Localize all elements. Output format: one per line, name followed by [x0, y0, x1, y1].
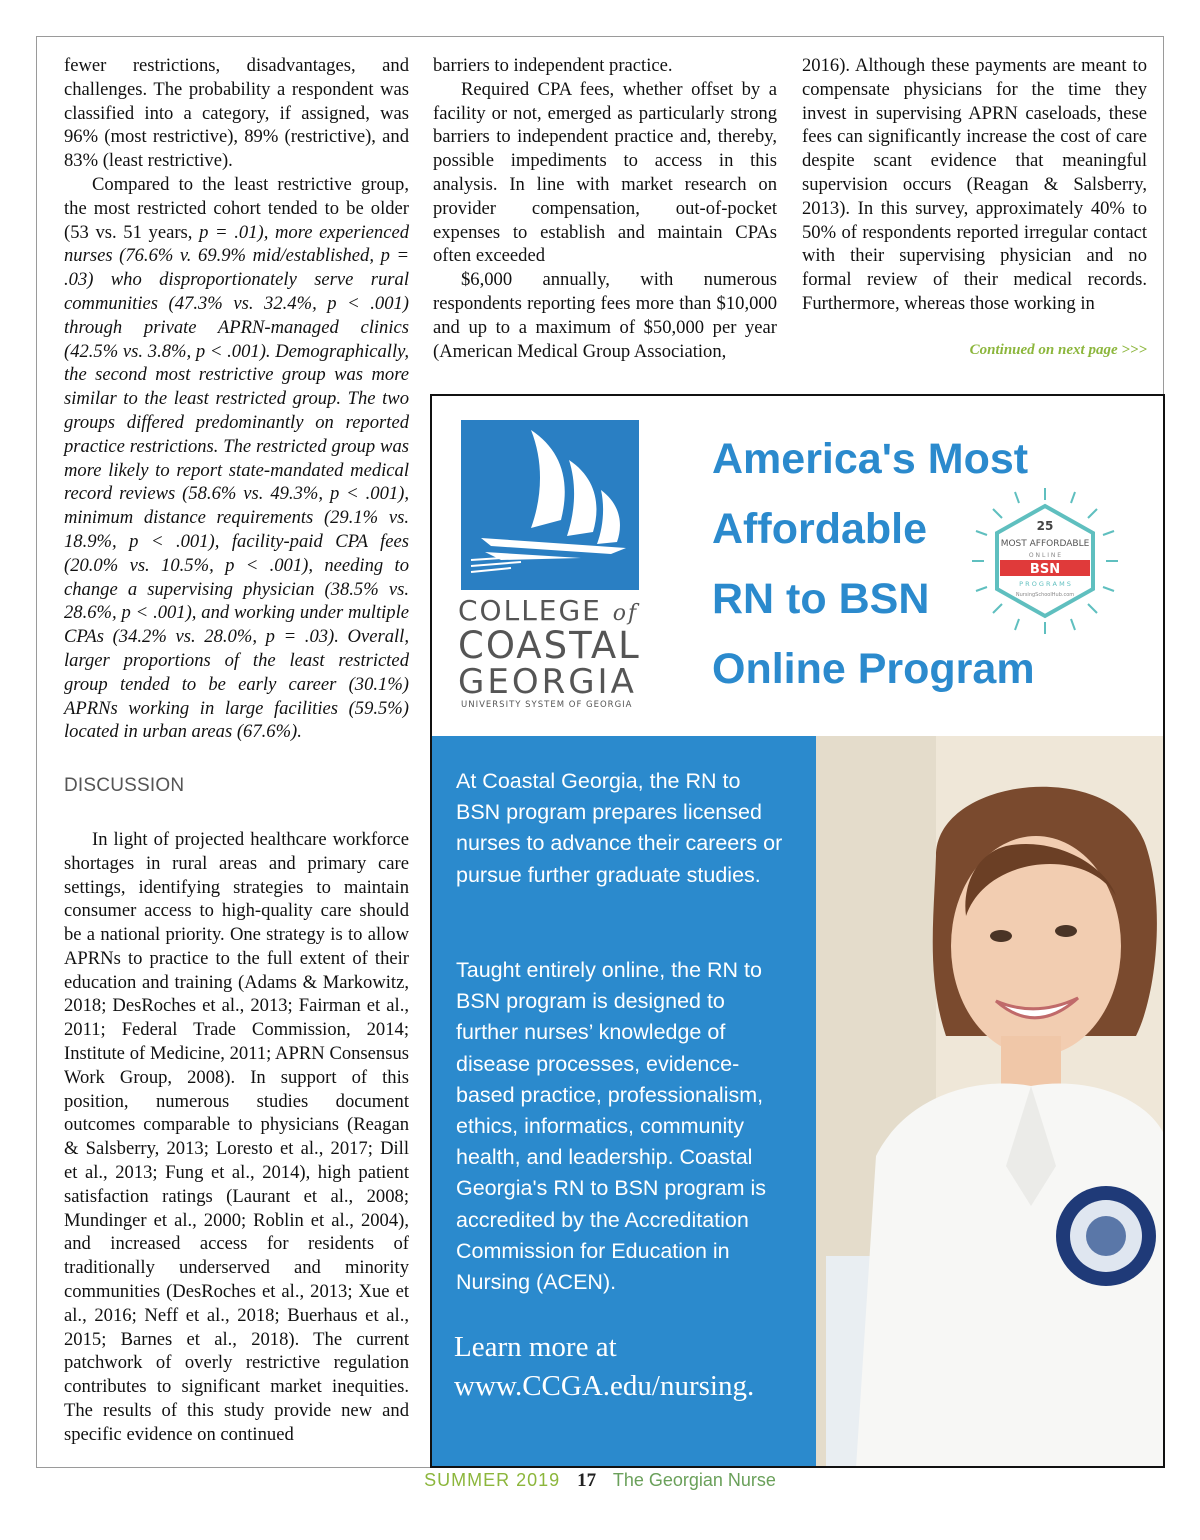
ship-sails-icon	[461, 420, 639, 590]
logo-line-2: COASTAL	[458, 624, 641, 667]
article-column-2	[433, 54, 777, 363]
paragraph: $6,000 annually, with numerous respondents reporting fees more than $10,000 and up to a maximum of $50,000 per year (American Medical Group Association,	[433, 269, 777, 362]
article-column-1	[64, 54, 409, 1447]
advertisement	[430, 394, 1165, 1468]
logo-line-4: UNIVERSITY SYSTEM OF GEORGIA	[461, 700, 633, 710]
svg-text:25: 25	[1036, 519, 1054, 533]
svg-text:MOST AFFORDABLE: MOST AFFORDABLE	[1000, 539, 1090, 549]
article-column-3	[802, 54, 1147, 316]
section-heading: DISCUSSION	[64, 775, 185, 797]
page-footer	[0, 1470, 1200, 1492]
paragraph: Compared to the least restrictive group, the most restricted cohort tended to be older (53 vs. 51 years, p = .01), more experienced nurses (76.6% v. 69.9% mid/established, p = .03) who disproportionately serve rural communities (47.3% vs. 32.4%, p < .001) through private APRN-managed clinics (42.5% vs. 3.8%, p < .001). Demographically, the second most restrictive group was more similar to the least restricted group. The two groups differed predominantly on reported practice restrictions. The restricted group was more likely to report state-mandated medical record reviews (58.6% vs. 49.3%, p < .001), minimum distance requirements (29.1% vs. 18.9%, p < .001), facility-paid CPA fees (20.0% vs. 10.5%, p < .001), needing to change a supervising physician (38.5% vs. 28.6%, p < .001), and working under multiple CPAs (34.2% vs. 28.0%, p = .03). Overall, larger proportions of the least restricted group tended to be early career (30.1%) APRNs working in large facilities (59.5%) located in urban areas (67.6%).	[64, 173, 410, 743]
logo-line-3: GEORGIA	[458, 662, 637, 702]
paragraph: 2016). Although these payments are meant to compensate physicians for the time they invest in supervising APRN caseloads, these fees can significantly increase the cost of care despite scant evidence that meaningful supervision occurs (Reagan & Salsberry, 2013). In this survey, approximately 40% to 50% of respondents reported irregular contact with their supervising physician and no formal review of their medical records. Furthermore, whereas those working in	[802, 55, 1147, 314]
svg-text:NursingSchoolHub.com: NursingSchoolHub.com	[1015, 592, 1075, 598]
nurse-photo	[816, 736, 1165, 1468]
college-logo	[461, 420, 639, 590]
continued-link[interactable]: Continued on next page >>>	[969, 342, 1147, 358]
ad-body-paragraph: At Coastal Georgia, the RN to BSN program prepares licensed nurses to advance their careers or pursue further graduate studies.	[456, 769, 783, 887]
page-number: 17	[577, 1470, 597, 1491]
svg-text:P R O G R A M S: P R O G R A M S	[1019, 580, 1071, 588]
ad-headline-line: Affordable	[712, 505, 927, 553]
learn-more-link[interactable]: Learn more at www.CCGA.edu/nursing.	[454, 1331, 755, 1402]
ad-body-paragraph: Taught entirely online, the RN to BSN program is designed to further nurses’ knowledge of disease processes, evidence-based practice, professionalism, ethics, informatics, community health, and leadership. Coastal Georgia's RN to BSN program is accredited by the Accreditation Commission for Education in Nursing (ACEN).	[456, 958, 766, 1295]
paragraph: barriers to independent practice.	[433, 55, 673, 76]
ad-text-panel	[432, 736, 816, 1468]
issue-date: SUMMER 2019	[424, 1470, 561, 1490]
svg-text:O N L I N E: O N L I N E	[1028, 552, 1062, 559]
svg-text:BSN: BSN	[1029, 562, 1061, 577]
ad-headline-line: America's Most	[712, 435, 1029, 483]
paragraph: fewer restrictions, disadvantages, and challenges. The probability a respondent was classified into a category, if assigned, was 96% (most restrictive), 89% (restrictive), and 83% (least restrictive).	[64, 55, 409, 172]
magazine-title: The Georgian Nurse	[612, 1470, 776, 1490]
paragraph: Required CPA fees, whether offset by a facility or not, emerged as particularly strong barriers to independent practice and, thereby, possible impediments to access in this analysis. In line with market research on provider compensation, out-of-pocket expenses to establish and maintain CPAs often exceeded	[433, 78, 777, 267]
ad-headline-line: Online Program	[712, 645, 1035, 693]
award-badge-icon	[970, 486, 1120, 636]
logo-line-1: COLLEGE of	[458, 594, 639, 627]
ad-headline-line: RN to BSN	[712, 575, 930, 623]
paragraph: In light of projected healthcare workforce shortages in rural areas and primary care settings, identifying strategies to maintain consumer access to high-quality care should be a national priority. One strategy is to allow APRNs to practice to the full extent of their education and training (Adams & Markowitz, 2018; DesRoches et al., 2013; Fairman et al., 2011; Federal Trade Commission, 2014; Institute of Medicine, 2011; APRN Consensus Work Group, 2008). In support of this position, numerous studies document outcomes comparable to physicians (Reagan & Salsberry, 2013; Loresto et al., 2017; Dill et al., 2013; Fung et al., 2014), high patient satisfaction ratings (Laurant et al., 2008; Mundinger et al., 2000; Roblin et al., 2004), and increased access for residents of traditionally underserved and minority communities (DesRoches et al., 2013; Xue et al., 2016; Neff et al., 2018; Buerhaus et al., 2015; Barnes et al., 2018). The current patchwork of overly restrictive regulation contributes to significant market inequities. The results of this study provide new and specific evidence on continued	[64, 828, 409, 1445]
